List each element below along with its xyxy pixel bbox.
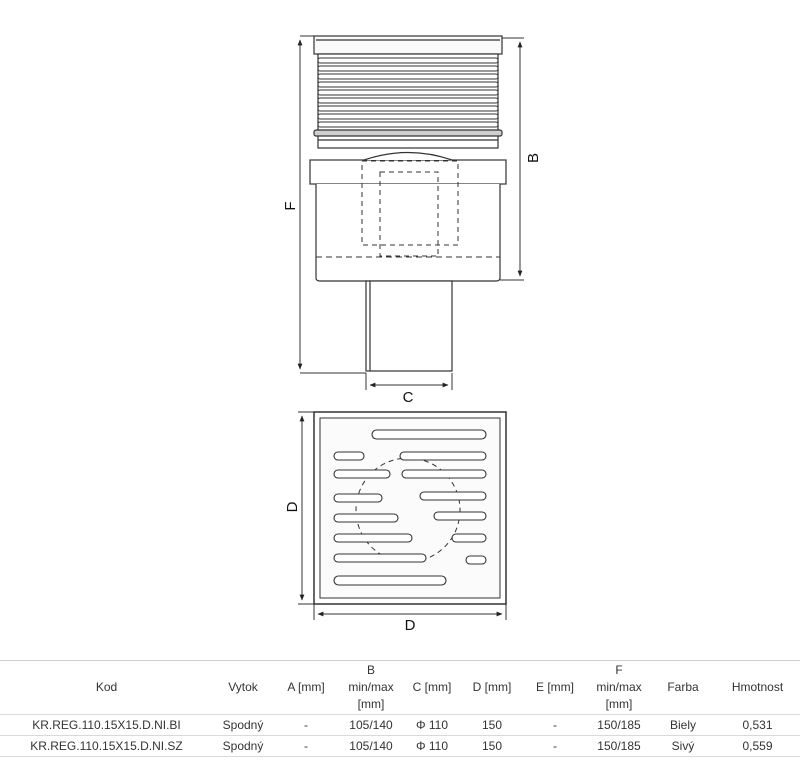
- cell-farba: Sivý: [671, 739, 695, 753]
- cell-f: 150/185: [597, 718, 641, 732]
- header-f-line1: F: [615, 663, 623, 677]
- table-row: [0, 736, 800, 757]
- cell-b: 105/140: [349, 739, 393, 753]
- header-b-line2: min/max: [348, 680, 394, 694]
- header-a: A [mm]: [287, 680, 325, 694]
- cell-a: -: [304, 739, 308, 753]
- header-d: D [mm]: [472, 680, 512, 694]
- cell-vytok: Spodný: [222, 718, 264, 732]
- cell-e: -: [553, 718, 557, 732]
- header-kod: Kod: [95, 680, 118, 694]
- header-b-line1: B: [366, 663, 375, 677]
- cell-e: -: [553, 739, 557, 753]
- header-hmotnost: Hmotnost: [731, 680, 784, 694]
- spec-table: [0, 660, 800, 757]
- header-f-line3: [mm]: [605, 697, 633, 711]
- dimension-b-label: B: [525, 152, 542, 164]
- header-b: [339, 661, 403, 715]
- dimension-c-label: C: [402, 389, 414, 406]
- cell-c: Φ 110: [415, 739, 449, 753]
- cell-vytok: Spodný: [222, 739, 264, 753]
- cell-d: 150: [481, 739, 503, 753]
- dimension-d-bottom-label: D: [404, 617, 416, 634]
- cell-hmotnost: 0,559: [742, 739, 773, 753]
- drain-body: [316, 184, 500, 281]
- header-vytok: Vytok: [228, 680, 258, 694]
- top-cap: [314, 36, 502, 54]
- cell-farba: Biely: [669, 718, 696, 732]
- side-view: [310, 36, 506, 371]
- cell-c: Φ 110: [415, 718, 449, 732]
- dimension-f-label: F: [282, 201, 299, 211]
- table-header-row: [0, 661, 800, 715]
- header-c: C [mm]: [412, 680, 452, 694]
- cell-kod: KR.REG.110.15X15.D.NI.SZ: [30, 739, 183, 753]
- top-view: [314, 412, 506, 604]
- dimension-d-side-label: D: [284, 501, 301, 513]
- header-farba: Farba: [667, 680, 699, 694]
- header-f: [587, 661, 651, 715]
- cell-a: -: [304, 718, 308, 732]
- cell-b: 105/140: [349, 718, 393, 732]
- header-f-line2: min/max: [596, 680, 642, 694]
- cell-kod: KR.REG.110.15X15.D.NI.BI: [32, 718, 181, 732]
- cell-hmotnost: 0,531: [742, 718, 773, 732]
- table-row: [0, 715, 800, 736]
- cell-f: 150/185: [597, 739, 641, 753]
- cell-d: 150: [481, 718, 503, 732]
- header-e: E [mm]: [536, 680, 574, 694]
- outlet-pipe: [366, 281, 452, 371]
- grate-frame-inner: [320, 418, 500, 598]
- seal-ring: [314, 130, 502, 136]
- header-b-line3: [mm]: [357, 697, 385, 711]
